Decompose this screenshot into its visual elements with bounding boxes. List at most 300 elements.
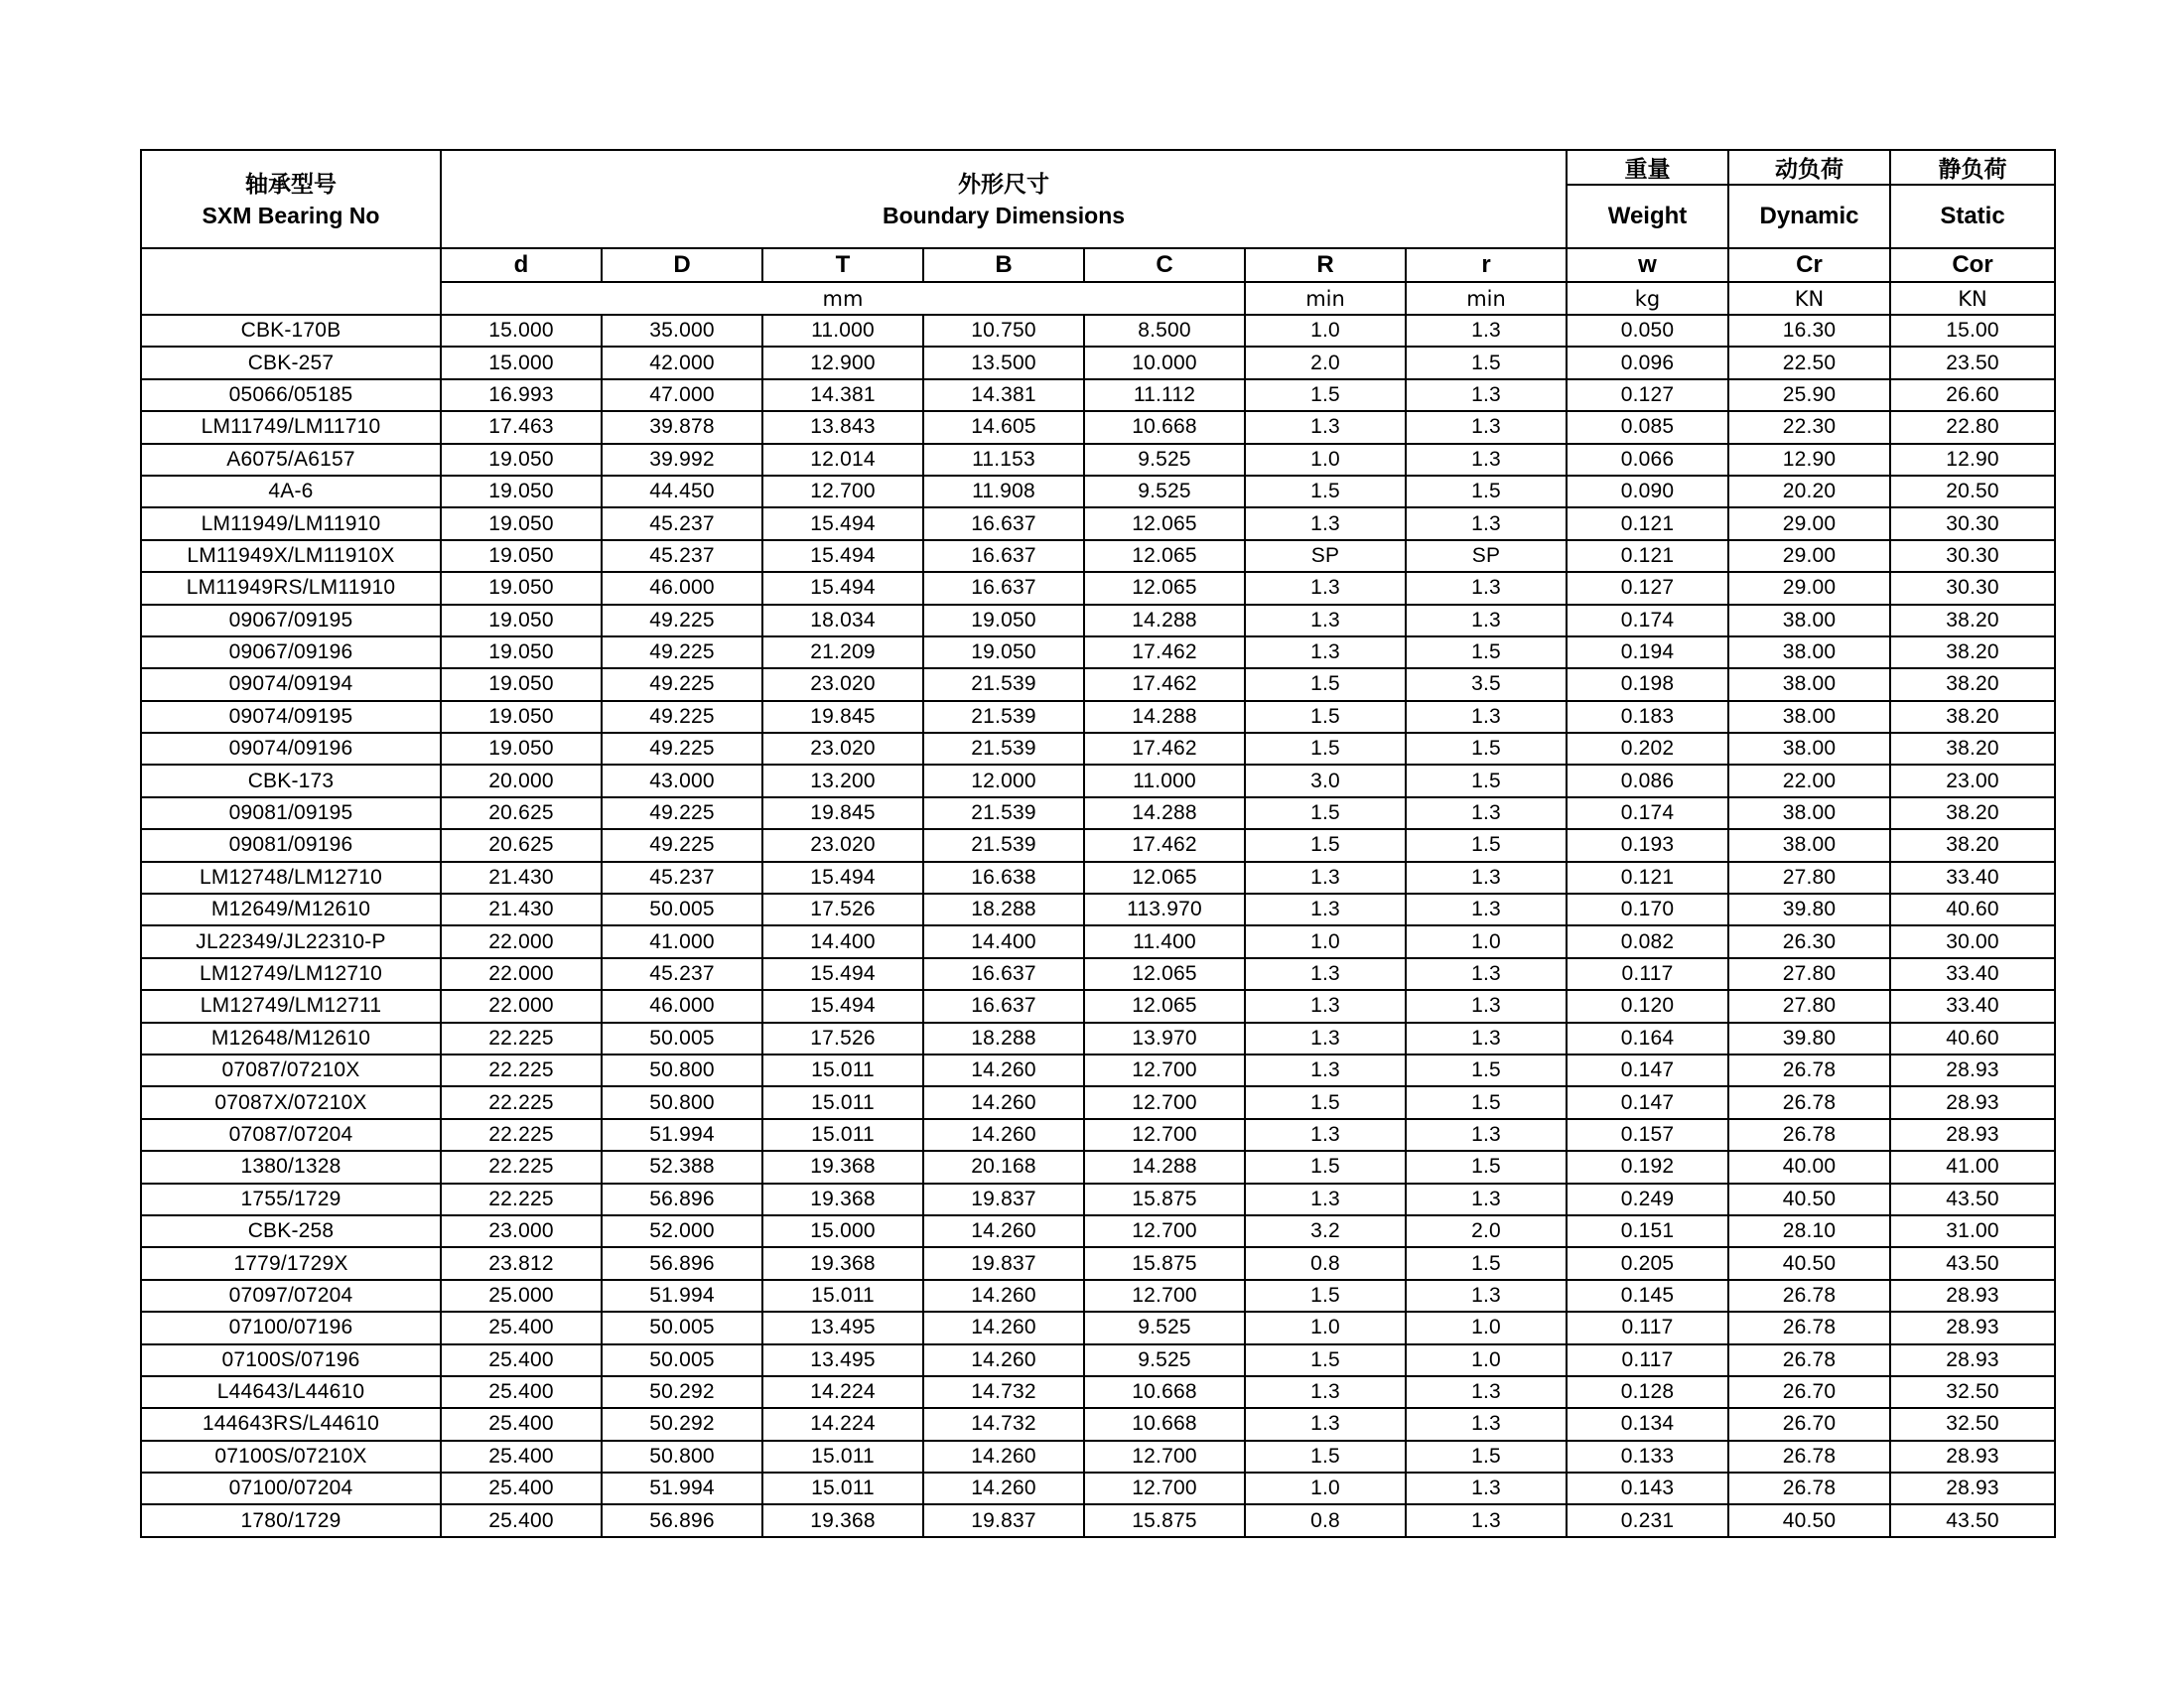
table-row [141, 636, 2055, 668]
unit-R: min [1245, 282, 1406, 315]
cell-d: 22.225 [441, 1151, 602, 1183]
cell-r: 1.5 [1406, 829, 1567, 861]
cell-D: 49.225 [602, 605, 762, 636]
cell-B: 14.260 [923, 1119, 1084, 1151]
cell-Cr: 22.30 [1728, 411, 1890, 443]
cell-r: 1.0 [1406, 1312, 1567, 1343]
cell-r: 1.3 [1406, 1408, 1567, 1440]
cell-C: 14.288 [1084, 797, 1245, 829]
cell-d: 15.000 [441, 347, 602, 378]
table-row [141, 1247, 2055, 1279]
cell-D: 50.005 [602, 894, 762, 925]
cell-C: 12.065 [1084, 990, 1245, 1022]
cell-T: 15.011 [762, 1473, 923, 1504]
cell-Cor: 38.20 [1890, 636, 2055, 668]
cell-d: 22.225 [441, 1023, 602, 1055]
cell-T: 23.020 [762, 733, 923, 765]
unit-mm: mm [441, 282, 1245, 315]
cell-D: 50.800 [602, 1055, 762, 1086]
cell-r: 1.5 [1406, 347, 1567, 378]
cell-Cor: 43.50 [1890, 1184, 2055, 1215]
cell-T: 14.400 [762, 925, 923, 957]
table-row [141, 1184, 2055, 1215]
cell-T: 19.368 [762, 1247, 923, 1279]
cell-C: 12.065 [1084, 958, 1245, 990]
cell-C: 11.112 [1084, 379, 1245, 411]
cell-T: 14.224 [762, 1376, 923, 1408]
cell-D: 45.237 [602, 862, 762, 894]
symbol-C: C [1084, 248, 1245, 282]
cell-w: 0.143 [1567, 1473, 1728, 1504]
cell-B: 14.260 [923, 1280, 1084, 1312]
cell-r: 2.0 [1406, 1215, 1567, 1247]
cell-C: 9.525 [1084, 476, 1245, 507]
cell-R: 1.5 [1245, 829, 1406, 861]
table-row [141, 1280, 2055, 1312]
cell-d: 22.000 [441, 958, 602, 990]
cell-B: 21.539 [923, 668, 1084, 700]
cell-Cor: 22.80 [1890, 411, 2055, 443]
dynamic-header-en: Dynamic [1728, 185, 1890, 248]
table-row [141, 958, 2055, 990]
cell-r: 1.3 [1406, 894, 1567, 925]
cell-R: 1.3 [1245, 1119, 1406, 1151]
cell-w: 0.193 [1567, 829, 1728, 861]
cell-R: 3.0 [1245, 765, 1406, 796]
cell-bearing-no: LM11949RS/LM11910 [141, 572, 441, 604]
cell-Cr: 39.80 [1728, 894, 1890, 925]
cell-Cr: 26.78 [1728, 1312, 1890, 1343]
cell-C: 15.875 [1084, 1184, 1245, 1215]
cell-T: 13.200 [762, 765, 923, 796]
cell-Cor: 28.93 [1890, 1280, 2055, 1312]
cell-C: 12.065 [1084, 862, 1245, 894]
symbol-T: T [762, 248, 923, 282]
cell-Cor: 26.60 [1890, 379, 2055, 411]
cell-bearing-no: JL22349/JL22310-P [141, 925, 441, 957]
cell-D: 49.225 [602, 636, 762, 668]
cell-T: 23.020 [762, 829, 923, 861]
cell-Cr: 40.00 [1728, 1151, 1890, 1183]
cell-C: 12.065 [1084, 572, 1245, 604]
cell-R: 1.5 [1245, 1280, 1406, 1312]
cell-d: 19.050 [441, 636, 602, 668]
cell-r: 1.5 [1406, 1151, 1567, 1183]
cell-C: 12.065 [1084, 540, 1245, 572]
unit-Cr: KN [1728, 282, 1890, 315]
cell-B: 16.637 [923, 958, 1084, 990]
cell-B: 14.260 [923, 1473, 1084, 1504]
cell-Cr: 26.30 [1728, 925, 1890, 957]
cell-R: 1.3 [1245, 958, 1406, 990]
cell-R: 1.0 [1245, 315, 1406, 347]
cell-r: 1.3 [1406, 1280, 1567, 1312]
cell-D: 49.225 [602, 797, 762, 829]
cell-r: 1.3 [1406, 1119, 1567, 1151]
cell-T: 19.845 [762, 797, 923, 829]
cell-Cr: 38.00 [1728, 797, 1890, 829]
cell-Cr: 38.00 [1728, 636, 1890, 668]
cell-d: 23.812 [441, 1247, 602, 1279]
cell-r: 1.3 [1406, 315, 1567, 347]
symbol-B: B [923, 248, 1084, 282]
cell-B: 16.637 [923, 507, 1084, 539]
cell-w: 0.164 [1567, 1023, 1728, 1055]
symbol-d: d [441, 248, 602, 282]
cell-B: 11.908 [923, 476, 1084, 507]
cell-R: 1.5 [1245, 1441, 1406, 1473]
cell-Cr: 39.80 [1728, 1023, 1890, 1055]
cell-Cr: 26.78 [1728, 1344, 1890, 1376]
cell-T: 13.495 [762, 1344, 923, 1376]
cell-w: 0.194 [1567, 636, 1728, 668]
static-header-cn: 静负荷 [1890, 150, 2055, 185]
cell-C: 15.875 [1084, 1247, 1245, 1279]
table-row [141, 1215, 2055, 1247]
cell-C: 10.668 [1084, 1376, 1245, 1408]
cell-Cor: 28.93 [1890, 1441, 2055, 1473]
cell-R: 1.3 [1245, 605, 1406, 636]
cell-d: 22.225 [441, 1119, 602, 1151]
cell-D: 47.000 [602, 379, 762, 411]
cell-R: 1.5 [1245, 379, 1406, 411]
unit-Cor: KN [1890, 282, 2055, 315]
cell-r: 1.3 [1406, 1376, 1567, 1408]
cell-r: 1.3 [1406, 1184, 1567, 1215]
cell-w: 0.134 [1567, 1408, 1728, 1440]
cell-R: 3.2 [1245, 1215, 1406, 1247]
cell-bearing-no: LM11949X/LM11910X [141, 540, 441, 572]
cell-d: 19.050 [441, 668, 602, 700]
unit-blank [141, 282, 441, 315]
cell-Cr: 29.00 [1728, 572, 1890, 604]
cell-R: 1.3 [1245, 990, 1406, 1022]
cell-C: 8.500 [1084, 315, 1245, 347]
cell-Cr: 38.00 [1728, 605, 1890, 636]
cell-C: 17.462 [1084, 829, 1245, 861]
cell-bearing-no: 07100S/07210X [141, 1441, 441, 1473]
cell-Cor: 28.93 [1890, 1312, 2055, 1343]
cell-R: 0.8 [1245, 1504, 1406, 1536]
cell-Cor: 15.00 [1890, 315, 2055, 347]
table-row [141, 347, 2055, 378]
cell-bearing-no: 4A-6 [141, 476, 441, 507]
cell-d: 25.400 [441, 1376, 602, 1408]
cell-D: 45.237 [602, 540, 762, 572]
cell-C: 10.668 [1084, 1408, 1245, 1440]
static-header-en: Static [1890, 185, 2055, 248]
cell-C: 10.668 [1084, 411, 1245, 443]
cell-R: 1.5 [1245, 701, 1406, 733]
cell-bearing-no: CBK-173 [141, 765, 441, 796]
table-row [141, 829, 2055, 861]
cell-d: 25.400 [441, 1312, 602, 1343]
cell-w: 0.147 [1567, 1055, 1728, 1086]
cell-w: 0.170 [1567, 894, 1728, 925]
cell-r: 1.5 [1406, 733, 1567, 765]
cell-Cor: 31.00 [1890, 1215, 2055, 1247]
table-row [141, 668, 2055, 700]
cell-w: 0.085 [1567, 411, 1728, 443]
cell-R: 1.3 [1245, 1408, 1406, 1440]
cell-D: 49.225 [602, 733, 762, 765]
cell-Cr: 38.00 [1728, 829, 1890, 861]
cell-Cor: 43.50 [1890, 1504, 2055, 1536]
cell-D: 52.388 [602, 1151, 762, 1183]
cell-B: 19.837 [923, 1247, 1084, 1279]
cell-Cr: 22.50 [1728, 347, 1890, 378]
cell-w: 0.249 [1567, 1184, 1728, 1215]
cell-D: 52.000 [602, 1215, 762, 1247]
cell-R: 1.3 [1245, 1055, 1406, 1086]
cell-bearing-no: 09074/09194 [141, 668, 441, 700]
cell-R: 1.0 [1245, 1312, 1406, 1343]
cell-D: 50.292 [602, 1408, 762, 1440]
cell-bearing-no: 07100/07196 [141, 1312, 441, 1343]
cell-B: 20.168 [923, 1151, 1084, 1183]
cell-C: 12.700 [1084, 1441, 1245, 1473]
cell-d: 15.000 [441, 315, 602, 347]
table-row [141, 894, 2055, 925]
cell-T: 15.494 [762, 507, 923, 539]
cell-B: 21.539 [923, 733, 1084, 765]
cell-D: 49.225 [602, 668, 762, 700]
cell-bearing-no: 1755/1729 [141, 1184, 441, 1215]
cell-D: 43.000 [602, 765, 762, 796]
cell-R: 1.3 [1245, 1184, 1406, 1215]
table-row [141, 444, 2055, 476]
cell-w: 0.157 [1567, 1119, 1728, 1151]
cell-C: 12.700 [1084, 1215, 1245, 1247]
table-row [141, 507, 2055, 539]
cell-w: 0.151 [1567, 1215, 1728, 1247]
cell-w: 0.121 [1567, 540, 1728, 572]
cell-w: 0.174 [1567, 797, 1728, 829]
cell-T: 15.494 [762, 958, 923, 990]
unit-row [141, 282, 2055, 315]
cell-C: 17.462 [1084, 668, 1245, 700]
cell-Cor: 38.20 [1890, 701, 2055, 733]
cell-bearing-no: 07087/07210X [141, 1055, 441, 1086]
cell-r: 1.3 [1406, 572, 1567, 604]
cell-Cr: 26.70 [1728, 1408, 1890, 1440]
unit-r: min [1406, 282, 1567, 315]
cell-D: 51.994 [602, 1473, 762, 1504]
cell-B: 14.260 [923, 1215, 1084, 1247]
cell-T: 15.011 [762, 1086, 923, 1118]
cell-w: 0.096 [1567, 347, 1728, 378]
cell-bearing-no: LM11949/LM11910 [141, 507, 441, 539]
cell-C: 15.875 [1084, 1504, 1245, 1536]
cell-w: 0.192 [1567, 1151, 1728, 1183]
cell-bearing-no: M12648/M12610 [141, 1023, 441, 1055]
cell-Cor: 20.50 [1890, 476, 2055, 507]
cell-bearing-no: CBK-257 [141, 347, 441, 378]
cell-Cor: 38.20 [1890, 797, 2055, 829]
cell-D: 41.000 [602, 925, 762, 957]
cell-d: 19.050 [441, 507, 602, 539]
cell-Cor: 12.90 [1890, 444, 2055, 476]
cell-D: 50.005 [602, 1344, 762, 1376]
cell-d: 22.225 [441, 1086, 602, 1118]
cell-T: 19.845 [762, 701, 923, 733]
cell-r: 1.5 [1406, 1086, 1567, 1118]
cell-R: 1.3 [1245, 1023, 1406, 1055]
cell-r: SP [1406, 540, 1567, 572]
table-row [141, 1441, 2055, 1473]
cell-r: 1.5 [1406, 476, 1567, 507]
cell-r: 1.3 [1406, 411, 1567, 443]
cell-Cor: 38.20 [1890, 829, 2055, 861]
cell-R: 1.0 [1245, 925, 1406, 957]
cell-w: 0.127 [1567, 379, 1728, 411]
cell-C: 12.700 [1084, 1473, 1245, 1504]
cell-R: 1.5 [1245, 1344, 1406, 1376]
cell-w: 0.050 [1567, 315, 1728, 347]
cell-C: 14.288 [1084, 701, 1245, 733]
cell-D: 42.000 [602, 347, 762, 378]
cell-Cor: 28.93 [1890, 1086, 2055, 1118]
cell-B: 13.500 [923, 347, 1084, 378]
cell-B: 21.539 [923, 829, 1084, 861]
cell-B: 19.837 [923, 1184, 1084, 1215]
cell-B: 18.288 [923, 1023, 1084, 1055]
table-row [141, 540, 2055, 572]
cell-Cr: 26.78 [1728, 1441, 1890, 1473]
cell-B: 10.750 [923, 315, 1084, 347]
cell-r: 1.3 [1406, 990, 1567, 1022]
cell-T: 19.368 [762, 1151, 923, 1183]
cell-bearing-no: 09081/09195 [141, 797, 441, 829]
cell-w: 0.147 [1567, 1086, 1728, 1118]
cell-d: 19.050 [441, 476, 602, 507]
cell-bearing-no: 09074/09196 [141, 733, 441, 765]
cell-D: 39.992 [602, 444, 762, 476]
table-row [141, 1151, 2055, 1183]
table-row [141, 1086, 2055, 1118]
cell-w: 0.090 [1567, 476, 1728, 507]
cell-B: 14.381 [923, 379, 1084, 411]
cell-R: 1.3 [1245, 572, 1406, 604]
cell-bearing-no: 07100/07204 [141, 1473, 441, 1504]
cell-Cor: 28.93 [1890, 1473, 2055, 1504]
cell-w: 0.183 [1567, 701, 1728, 733]
cell-B: 21.539 [923, 797, 1084, 829]
symbol-w: w [1567, 248, 1728, 282]
cell-R: 1.3 [1245, 894, 1406, 925]
cell-r: 1.5 [1406, 1055, 1567, 1086]
cell-d: 22.225 [441, 1184, 602, 1215]
cell-bearing-no: 07097/07204 [141, 1280, 441, 1312]
cell-Cr: 26.78 [1728, 1055, 1890, 1086]
cell-C: 14.288 [1084, 1151, 1245, 1183]
cell-bearing-no: CBK-258 [141, 1215, 441, 1247]
cell-d: 20.000 [441, 765, 602, 796]
cell-B: 14.260 [923, 1086, 1084, 1118]
table-row [141, 1473, 2055, 1504]
cell-D: 49.225 [602, 701, 762, 733]
cell-bearing-no: 09067/09195 [141, 605, 441, 636]
cell-d: 25.000 [441, 1280, 602, 1312]
cell-d: 25.400 [441, 1344, 602, 1376]
weight-header-en: Weight [1567, 185, 1728, 248]
cell-C: 11.000 [1084, 765, 1245, 796]
cell-B: 14.260 [923, 1312, 1084, 1343]
cell-bearing-no: LM12749/LM12711 [141, 990, 441, 1022]
cell-B: 14.260 [923, 1441, 1084, 1473]
cell-w: 0.121 [1567, 862, 1728, 894]
cell-Cr: 26.78 [1728, 1086, 1890, 1118]
cell-Cor: 28.93 [1890, 1344, 2055, 1376]
cell-D: 51.994 [602, 1119, 762, 1151]
cell-R: 1.0 [1245, 444, 1406, 476]
cell-r: 1.3 [1406, 379, 1567, 411]
cell-R: 1.5 [1245, 733, 1406, 765]
cell-Cor: 23.00 [1890, 765, 2055, 796]
cell-r: 1.5 [1406, 1247, 1567, 1279]
symbol-r: r [1406, 248, 1567, 282]
cell-T: 15.011 [762, 1441, 923, 1473]
table-row [141, 797, 2055, 829]
cell-C: 17.462 [1084, 636, 1245, 668]
cell-R: 1.5 [1245, 668, 1406, 700]
cell-B: 14.260 [923, 1344, 1084, 1376]
cell-D: 50.005 [602, 1312, 762, 1343]
cell-d: 22.000 [441, 925, 602, 957]
cell-Cor: 38.20 [1890, 668, 2055, 700]
table-row [141, 990, 2055, 1022]
cell-bearing-no: LM12749/LM12710 [141, 958, 441, 990]
cell-C: 12.700 [1084, 1119, 1245, 1151]
cell-Cor: 32.50 [1890, 1376, 2055, 1408]
table-row [141, 315, 2055, 347]
table-row [141, 862, 2055, 894]
dynamic-header-cn: 动负荷 [1728, 150, 1890, 185]
cell-Cr: 26.78 [1728, 1473, 1890, 1504]
cell-Cr: 29.00 [1728, 540, 1890, 572]
cell-w: 0.117 [1567, 958, 1728, 990]
cell-D: 51.994 [602, 1280, 762, 1312]
cell-B: 12.000 [923, 765, 1084, 796]
cell-Cor: 38.20 [1890, 605, 2055, 636]
cell-d: 21.430 [441, 894, 602, 925]
cell-Cor: 41.00 [1890, 1151, 2055, 1183]
cell-d: 20.625 [441, 829, 602, 861]
cell-T: 15.000 [762, 1215, 923, 1247]
table-row [141, 1504, 2055, 1536]
cell-Cor: 23.50 [1890, 347, 2055, 378]
cell-d: 21.430 [441, 862, 602, 894]
cell-C: 10.000 [1084, 347, 1245, 378]
cell-Cr: 22.00 [1728, 765, 1890, 796]
cell-T: 13.843 [762, 411, 923, 443]
cell-R: 1.5 [1245, 797, 1406, 829]
cell-w: 0.086 [1567, 765, 1728, 796]
cell-D: 46.000 [602, 990, 762, 1022]
cell-Cr: 26.70 [1728, 1376, 1890, 1408]
cell-T: 15.011 [762, 1055, 923, 1086]
cell-Cr: 26.78 [1728, 1119, 1890, 1151]
cell-bearing-no: 09081/09196 [141, 829, 441, 861]
table-row [141, 1312, 2055, 1343]
cell-C: 9.525 [1084, 444, 1245, 476]
cell-r: 1.3 [1406, 605, 1567, 636]
cell-B: 16.637 [923, 540, 1084, 572]
cell-D: 56.896 [602, 1184, 762, 1215]
boundary-dimensions-header [441, 150, 1567, 248]
cell-bearing-no: 09074/09195 [141, 701, 441, 733]
cell-d: 20.625 [441, 797, 602, 829]
